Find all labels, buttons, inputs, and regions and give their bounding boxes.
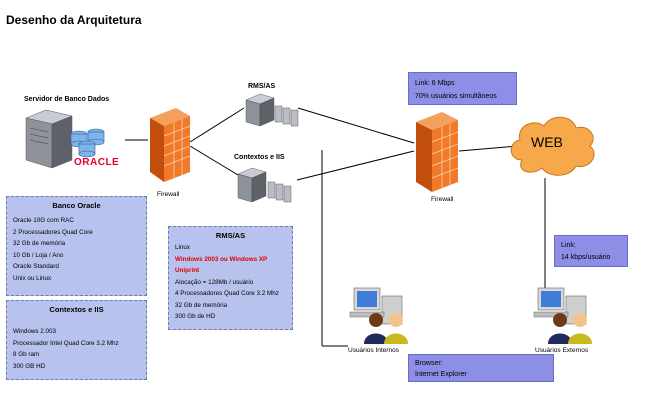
rms-as-line: Alocação = 128Mb / usuário bbox=[175, 278, 254, 286]
users-external-icon bbox=[530, 286, 602, 346]
users-external-label: Usuários Externos bbox=[535, 347, 589, 354]
contextos-iis-label: Contextos e IIS bbox=[234, 154, 285, 161]
db-server-label: Servidor de Banco Dados bbox=[24, 96, 110, 103]
firewall-right-label: Firewall bbox=[431, 196, 454, 203]
link-right-box bbox=[554, 235, 628, 267]
firewall-left-label: Firewall bbox=[157, 191, 180, 198]
contextos-iis-line: 300 GB HD bbox=[13, 362, 46, 370]
banco-oracle-box bbox=[6, 196, 147, 296]
page-title: Desenho da Arquitetura bbox=[6, 13, 142, 27]
rms-as-title: RMS/AS bbox=[215, 231, 246, 240]
contextos-iis-title: Contextos e IIS bbox=[49, 305, 104, 314]
banco-oracle-line: 2 Processadores Quad Core bbox=[13, 228, 93, 236]
link-top-box bbox=[408, 72, 517, 105]
banco-oracle-line: Unix ou Linux bbox=[13, 274, 52, 282]
users-internal-icon bbox=[346, 286, 418, 346]
banco-oracle-line: 10 Gb / Loja / Ano bbox=[13, 251, 64, 259]
contextos-iis-line: Processador Intel Quad Core 3.2 Mhz bbox=[13, 339, 119, 347]
contextos-iis-line: 8 Gb ram bbox=[13, 351, 40, 358]
oracle-logo: ORACLE bbox=[74, 157, 120, 168]
browser-line2: Internet Explorer bbox=[415, 371, 467, 378]
rms-as-line-highlight: Windows 2003 ou Windows XP bbox=[175, 255, 268, 263]
banco-oracle-line: 32 Gb de memória bbox=[13, 240, 66, 247]
link-top-line1: Link: 6 Mbps bbox=[415, 80, 455, 87]
rms-as-box bbox=[168, 226, 293, 330]
contextos-iis-server-icon bbox=[236, 166, 298, 206]
rms-as-line: 4 Processadores Quad Core 3.2 Mhz bbox=[175, 290, 279, 297]
browser-box bbox=[408, 354, 554, 382]
link-top-line2: 70% usuários simultâneos bbox=[415, 93, 497, 100]
rms-as-line: 32 Gb de memória bbox=[175, 301, 228, 309]
browser-line1: Browser: bbox=[415, 360, 443, 367]
rms-as-line: Linux bbox=[175, 244, 191, 251]
rms-as-label: RMS/AS bbox=[248, 83, 276, 90]
users-internal-label: Usuários Internos bbox=[348, 347, 399, 354]
link-right-line2: 14 kbps/usuário bbox=[561, 254, 611, 261]
firewall-left-icon bbox=[146, 106, 194, 186]
banco-oracle-line: Oracle 10G com RAC bbox=[13, 217, 74, 224]
banco-oracle-title: Banco Oracle bbox=[52, 201, 101, 210]
banco-oracle-line: Oracle Standard bbox=[13, 263, 59, 270]
link-right-line1: Link: bbox=[561, 242, 576, 249]
rms-as-line: 300 Gb de HD bbox=[175, 313, 216, 320]
contextos-iis-line: Windows 2.003 bbox=[13, 328, 57, 335]
rms-as-server-icon bbox=[244, 92, 302, 130]
contextos-iis-box bbox=[6, 300, 147, 380]
firewall-right-icon bbox=[412, 110, 462, 196]
rms-as-line-highlight: Uniprint bbox=[175, 267, 200, 274]
web-label: WEB bbox=[531, 134, 563, 150]
